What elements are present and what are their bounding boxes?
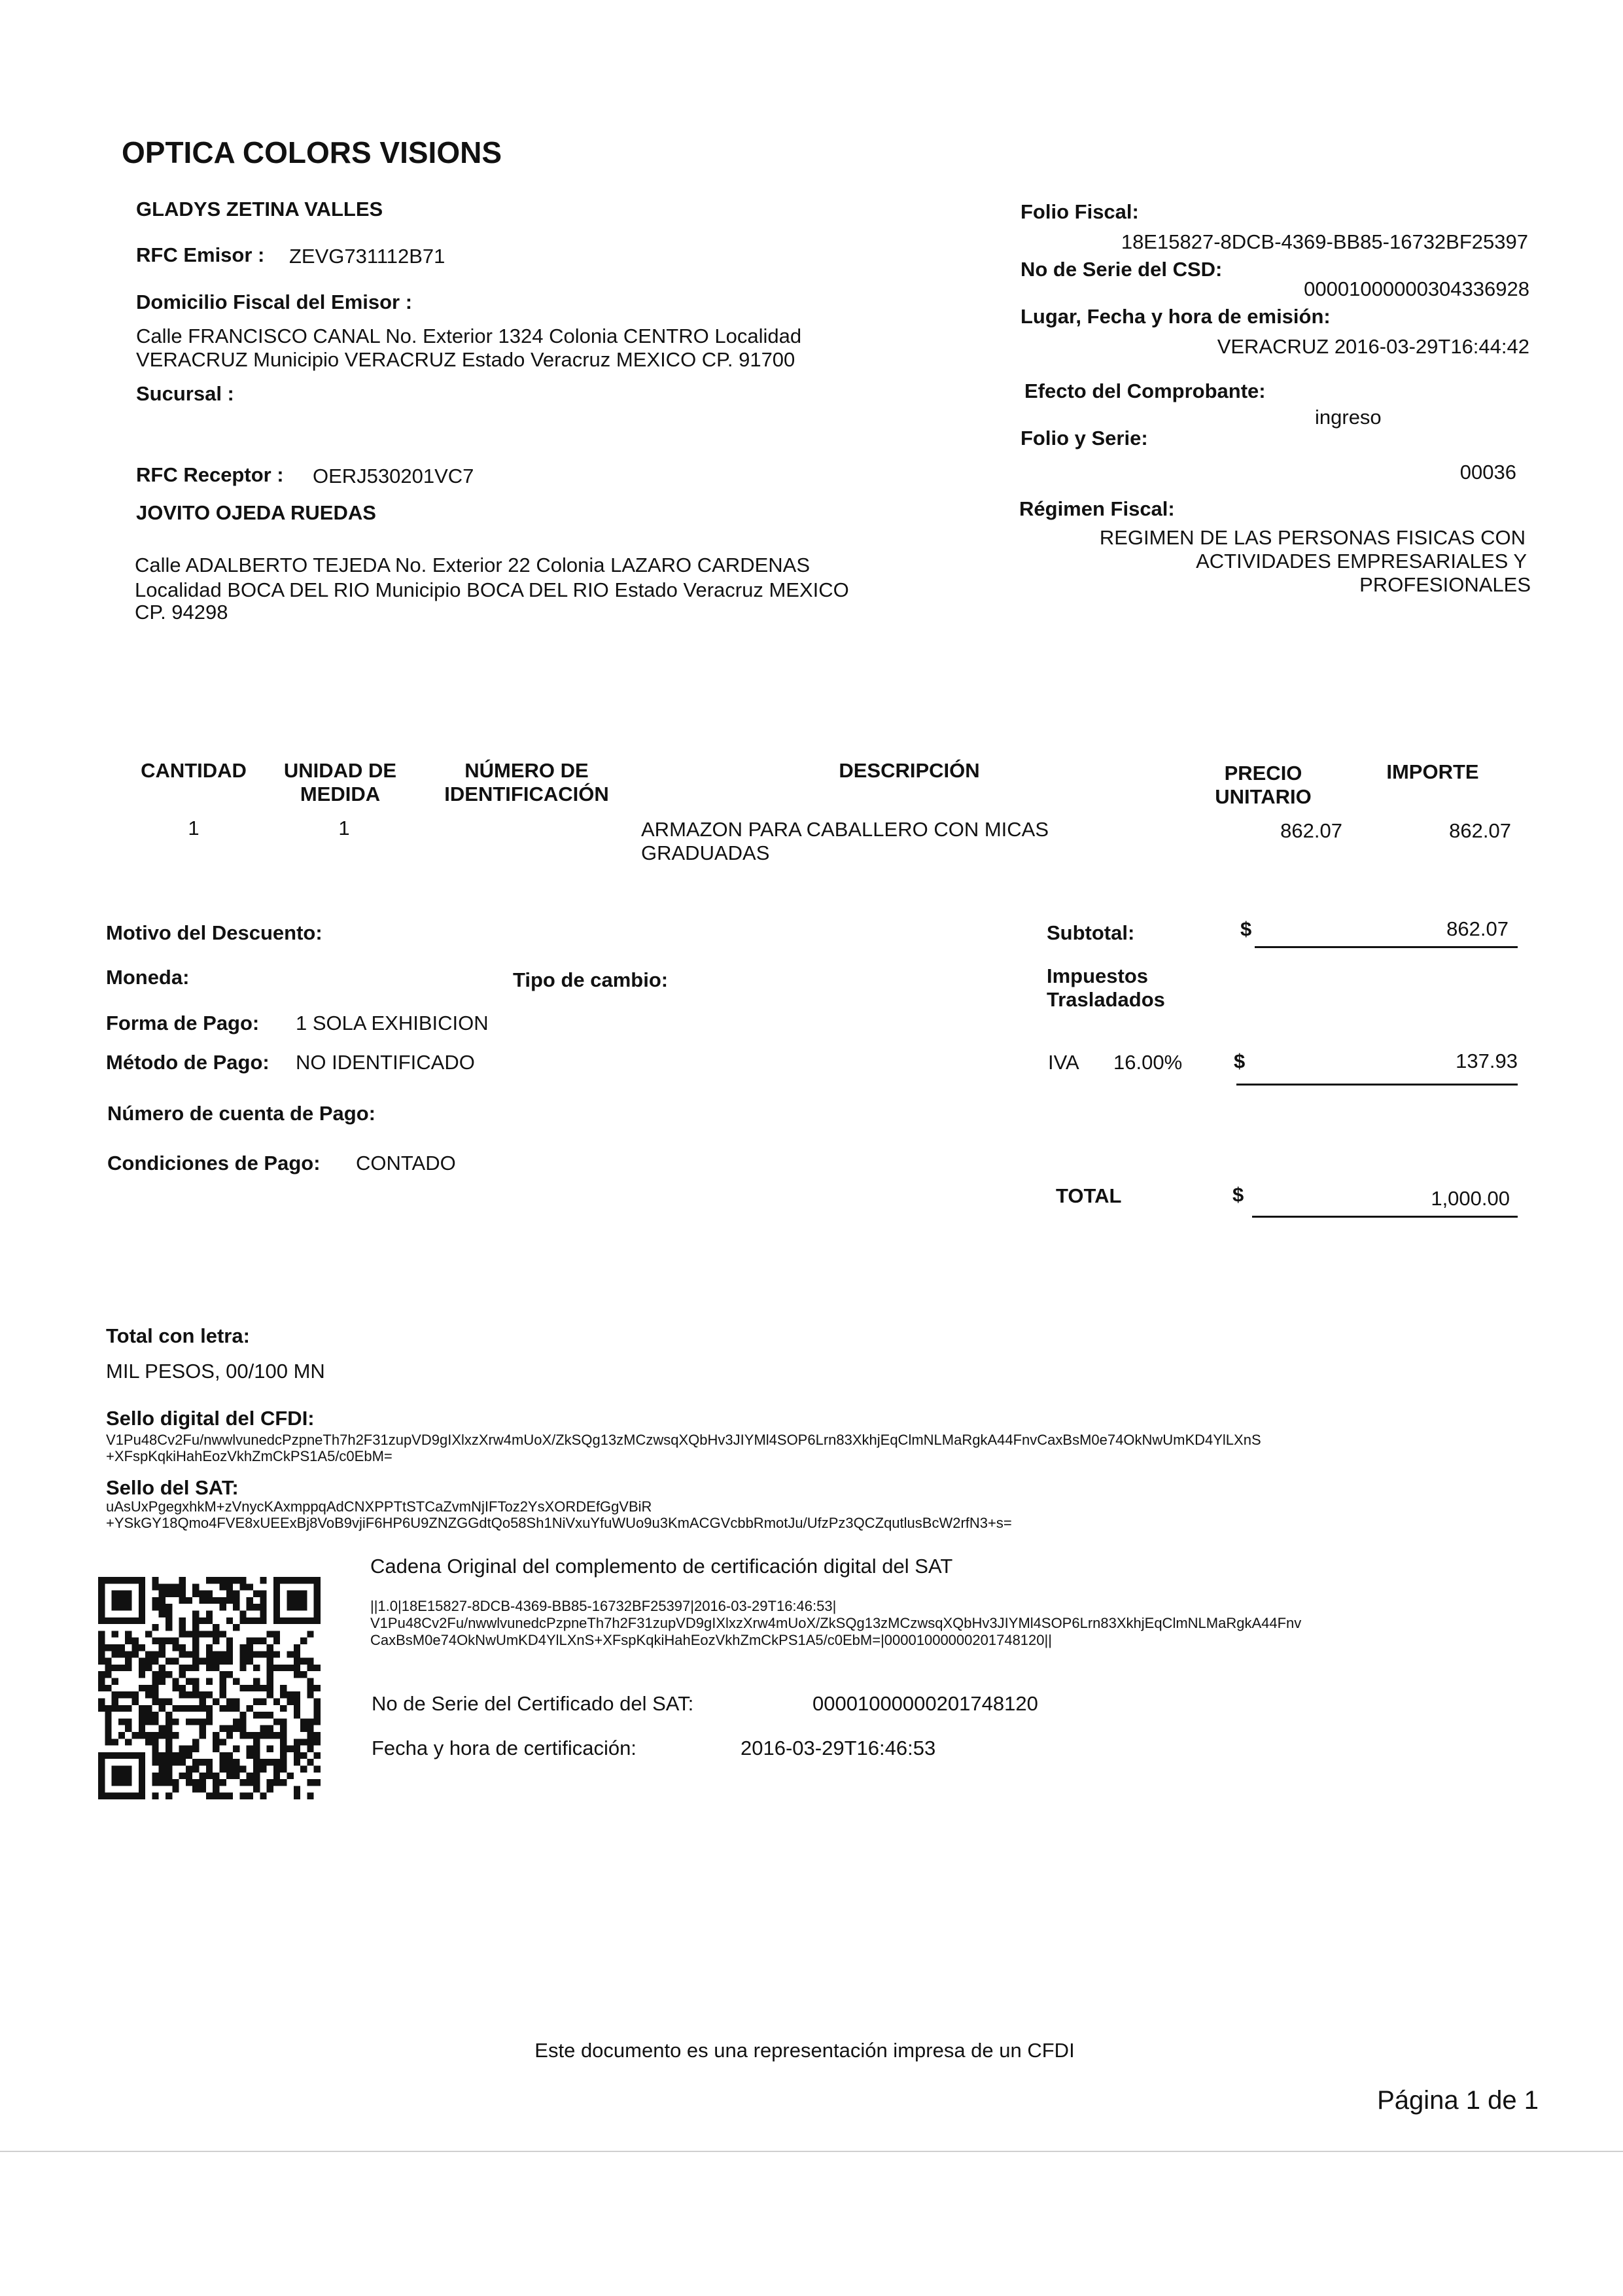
account-label: Número de cuenta de Pago: [107, 1102, 375, 1125]
page-edge-line [0, 2151, 1623, 2152]
cfdi-seal-line1: V1Pu48Cv2Fu/nwwlvunedcPzpneTh7h2F31zupVD9gIXlxzXrw4mUoX/ZkSQg13zMCzwsqXQbHv3JIYMl4SOP6Lrn83XkhjEqClmNLMaRgkA44FnvCaxBsM0e74OkNwUmKD4YlLXnS [106, 1432, 1261, 1448]
header-qty: CANTIDAD [141, 759, 247, 782]
iva-currency: $ [1234, 1050, 1246, 1072]
csd-value: 00001000000304336928 [1304, 277, 1529, 300]
cfdi-note: Este documento es una representación impresa de un CFDI [534, 2039, 1075, 2062]
subtotal-rule [1255, 946, 1518, 948]
chain-title: Cadena Original del complemento de certificación digital del SAT [370, 1555, 953, 1578]
receiver-name: JOVITO OJEDA RUEDAS [136, 501, 376, 524]
sat-seal-label: Sello del SAT: [106, 1476, 239, 1499]
header-price-1: PRECIO [1224, 762, 1302, 785]
cert-serial-label: No de Serie del Certificado del SAT: [372, 1692, 694, 1715]
iva-value: 137.93 [1456, 1050, 1518, 1072]
cfdi-seal-line2: +XFspKqkiHahEozVkhZmCkPS1A5/c0EbM= [106, 1448, 393, 1464]
iva-rule [1236, 1084, 1518, 1086]
taxes-label-1: Impuestos [1047, 964, 1149, 987]
place-date-label: Lugar, Fecha y hora de emisión: [1021, 305, 1331, 328]
company-trade-name: OPTICA COLORS VISIONS [122, 135, 502, 169]
regime-line1: REGIMEN DE LAS PERSONAS FISICAS CON [1099, 526, 1526, 549]
folio-serie-label: Folio y Serie: [1021, 427, 1148, 450]
payment-form-label: Forma de Pago: [106, 1012, 260, 1034]
issuer-address-line2: VERACRUZ Municipio VERACRUZ Estado Veracruz MEXICO CP. 91700 [136, 348, 795, 371]
subtotal-value: 862.07 [1446, 917, 1509, 940]
issuer-address-line1: Calle FRANCISCO CANAL No. Exterior 1324 Colonia CENTRO Localidad [136, 325, 802, 347]
header-price-2: UNITARIO [1215, 785, 1312, 808]
iva-rate: 16.00% [1113, 1051, 1183, 1074]
subtotal-currency: $ [1240, 917, 1252, 940]
chain-line2: V1Pu48Cv2Fu/nwwlvunedcPzpneTh7h2F31zupVD9gIXlxzXrw4mUoX/ZkSQg13zMCzwsqXQbHv3JIYMl4SOP6Lrn83XkhjEqClmNLMaRgkA44Fnv [370, 1615, 1302, 1631]
conditions-value: CONTADO [356, 1152, 456, 1174]
header-description: DESCRIPCIÓN [839, 759, 980, 782]
discount-label: Motivo del Descuento: [106, 921, 323, 944]
issuer-rfc-label: RFC Emisor : [136, 243, 265, 266]
row-unit: 1 [338, 817, 350, 839]
exchange-rate-label: Tipo de cambio: [513, 968, 669, 991]
receiver-address-line3: CP. 94298 [135, 601, 228, 624]
chain-line1: ||1.0|18E15827-8DCB-4369-BB85-16732BF25397|2016-03-29T16:46:53| [370, 1598, 837, 1614]
sat-seal-line1: uAsUxPgegxhkM+zVnycKAxmppqAdCNXPPTtSTCaZvmNjIFToz2YsXORDEfGgVBiR [106, 1498, 652, 1515]
header-unit-2: MEDIDA [300, 783, 381, 805]
page-number: Página 1 de 1 [1377, 2086, 1539, 2115]
total-currency: $ [1232, 1183, 1244, 1206]
row-amount: 862.07 [1449, 819, 1511, 842]
issuer-name: GLADYS ZETINA VALLES [136, 198, 383, 221]
receiver-rfc-value: OERJ530201VC7 [313, 465, 474, 487]
payment-form-value: 1 SOLA EXHIBICION [296, 1012, 489, 1034]
total-value: 1,000.00 [1431, 1187, 1510, 1210]
receiver-rfc-label: RFC Receptor : [136, 463, 284, 486]
payment-method-value: NO IDENTIFICADO [296, 1051, 475, 1074]
conditions-label: Condiciones de Pago: [107, 1152, 321, 1174]
regime-line2: ACTIVIDADES EMPRESARIALES Y [1196, 550, 1527, 573]
cert-serial-value: 00001000000201748120 [812, 1692, 1038, 1715]
folio-fiscal-value: 18E15827-8DCB-4369-BB85-16732BF25397 [1121, 230, 1528, 253]
subtotal-label: Subtotal: [1047, 921, 1135, 944]
chain-line3: CaxBsM0e74OkNwUmKD4YlLXnS+XFspKqkiHahEozVkhZmCkPS1A5/c0EbM=|00001000000201748120|| [370, 1632, 1052, 1648]
header-amount: IMPORTE [1386, 760, 1479, 783]
row-description-line2: GRADUADAS [641, 841, 770, 864]
branch-label: Sucursal : [136, 382, 234, 405]
row-unit-price: 862.07 [1280, 819, 1342, 842]
regime-line3: PROFESIONALES [1359, 573, 1531, 596]
effect-label: Efecto del Comprobante: [1024, 380, 1266, 402]
currency-label: Moneda: [106, 966, 190, 989]
words-value: MIL PESOS, 00/100 MN [106, 1360, 325, 1383]
cert-date-label: Fecha y hora de certificación: [372, 1737, 637, 1759]
row-qty: 1 [188, 817, 200, 839]
receiver-address-line2: Localidad BOCA DEL RIO Municipio BOCA DEL RIO Estado Veracruz MEXICO [135, 578, 849, 601]
csd-label: No de Serie del CSD: [1021, 258, 1223, 281]
place-date-value: VERACRUZ 2016-03-29T16:44:42 [1217, 335, 1529, 358]
qr-code [98, 1577, 321, 1799]
header-id-1: NÚMERO DE [464, 759, 589, 782]
total-label: TOTAL [1056, 1184, 1122, 1207]
folio-fiscal-label: Folio Fiscal: [1021, 200, 1139, 223]
payment-method-label: Método de Pago: [106, 1051, 270, 1074]
issuer-rfc-value: ZEVG731112B71 [289, 245, 445, 268]
cfdi-seal-label: Sello digital del CFDI: [106, 1407, 315, 1430]
header-id-2: IDENTIFICACIÓN [444, 783, 609, 805]
sat-seal-line2: +YSkGY18Qmo4FVE8xUEExBj8VoB9vjiF6HP6U9ZNZGGdtQo58Sh1NiVxuYfuWUo9u3KmACGVcbbRmotJu/UfzPz3QCZqutlusBcW2rfN3+s= [106, 1515, 1012, 1531]
row-description-line1: ARMAZON PARA CABALLERO CON MICAS [641, 818, 1049, 841]
receiver-address-line1: Calle ADALBERTO TEJEDA No. Exterior 22 Colonia LAZARO CARDENAS [135, 554, 811, 576]
taxes-label-2: Trasladados [1047, 988, 1165, 1011]
effect-value: ingreso [1315, 406, 1382, 429]
folio-serie-value: 00036 [1459, 461, 1516, 484]
cert-date-value: 2016-03-29T16:46:53 [741, 1737, 936, 1759]
regime-label: Régimen Fiscal: [1019, 497, 1175, 520]
words-label: Total con letra: [106, 1324, 250, 1347]
issuer-address-label: Domicilio Fiscal del Emisor : [136, 291, 413, 313]
total-rule [1252, 1216, 1518, 1218]
iva-label: IVA [1048, 1051, 1079, 1074]
header-unit-1: UNIDAD DE [283, 759, 397, 782]
